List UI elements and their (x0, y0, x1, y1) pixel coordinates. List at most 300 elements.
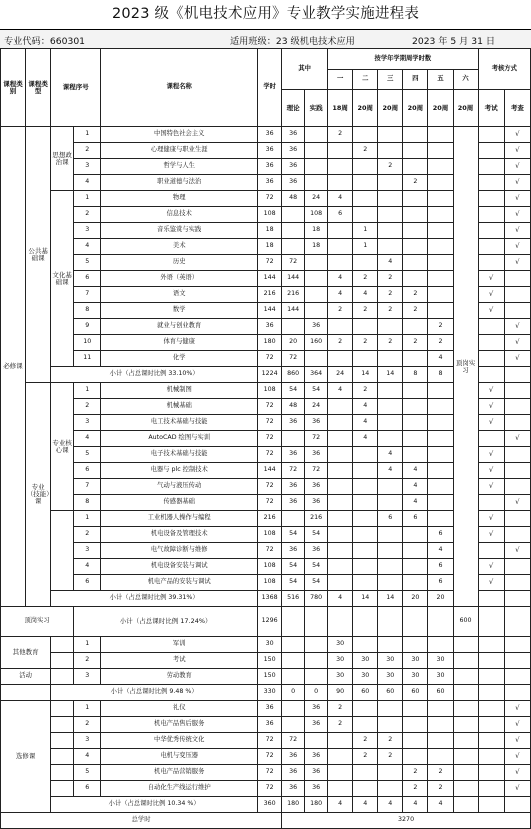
semester-2-hours: 2 (353, 303, 378, 319)
semester-4-hours (403, 255, 428, 271)
semester-5-hours (428, 175, 453, 191)
page-title: 2023 级《机电技术应用》专业教学实施进程表 (111, 6, 420, 22)
subtotal-label: 小计（占总课时比例 9.48 %） (51, 685, 258, 701)
table-cell (51, 733, 74, 749)
theory-hours (282, 223, 305, 239)
course-name: 自动化生产线运行维护 (101, 781, 258, 797)
semester-5-hours (428, 495, 453, 511)
semester-5-hours (428, 479, 453, 495)
semester-5-hours: 30 (428, 653, 453, 669)
course-hours: 36 (258, 175, 282, 191)
semester-5-hours (428, 431, 453, 447)
semester-2-hours (353, 351, 378, 367)
theory-hours (282, 431, 305, 447)
course-hours: 72 (258, 765, 282, 781)
check-mark: √ (504, 175, 530, 191)
col-seq: 课程序号 (51, 49, 101, 127)
theory-hours: 36 (282, 143, 305, 159)
course-hours: 18 (258, 223, 282, 239)
semester-3-hours (378, 191, 403, 207)
col-exam: 考试 (478, 90, 504, 127)
course-hours: 72 (258, 447, 282, 463)
exam-mark (478, 319, 504, 335)
course-number: 5 (74, 447, 101, 463)
practice-hours: 160 (305, 335, 328, 351)
course-row (1, 207, 531, 223)
semester-3-hours: 2 (378, 335, 403, 351)
theory-hours (282, 207, 305, 223)
course-name: 就业与创业教育 (101, 319, 258, 335)
check-mark (504, 511, 530, 527)
theory-hours: 144 (282, 271, 305, 287)
course-name: 劳动教育 (101, 669, 258, 685)
exam-mark: √ (478, 303, 504, 319)
semester-2-hours: 2 (353, 271, 378, 287)
course-name: 机械制图 (101, 383, 258, 399)
semester-4-hours (403, 351, 428, 367)
course-row (1, 335, 531, 351)
subtotal-label: 小计（占总课时比例 33.10%） (51, 367, 258, 383)
practice-hours: 36 (305, 749, 328, 765)
course-row (1, 351, 531, 367)
check-mark (504, 399, 530, 415)
practice-hours: 36 (305, 319, 328, 335)
subtotal-semester-1: 24 (328, 367, 353, 383)
subtotal-semester-5: 4 (428, 797, 453, 813)
weeks-3: 20周 (378, 90, 403, 127)
semester-2-hours (353, 543, 378, 559)
semester-3-hours: 30 (378, 653, 403, 669)
semester-2-hours: 1 (353, 223, 378, 239)
semester-1-hours (328, 175, 353, 191)
exam-mark (478, 239, 504, 255)
course-name: 电器与 plc 控制技术 (101, 463, 258, 479)
exam-mark (478, 143, 504, 159)
theory-hours (282, 717, 305, 733)
semester-3-hours: 2 (378, 271, 403, 287)
semester-5-hours: 4 (428, 351, 453, 367)
check-mark: √ (504, 335, 530, 351)
semester-5-hours (428, 303, 453, 319)
weeks-1: 18周 (328, 90, 353, 127)
theory-hours: 36 (282, 159, 305, 175)
semester-4-hours: 4 (403, 495, 428, 511)
course-name: 机电设备安装与调试 (101, 559, 258, 575)
subtotal-practice: 0 (305, 685, 328, 701)
course-number: 8 (74, 495, 101, 511)
exam-mark: √ (478, 463, 504, 479)
exam-mark (478, 733, 504, 749)
course-number: 5 (74, 255, 101, 271)
table-cell (305, 607, 328, 637)
semester-3-hours: 2 (378, 287, 403, 303)
exam-mark: √ (478, 527, 504, 543)
course-number: 4 (74, 749, 101, 765)
semester-6-hours (453, 669, 478, 685)
subtotal-hours: 330 (258, 685, 282, 701)
subtotal-semester-3: 14 (378, 591, 403, 607)
course-row (1, 463, 531, 479)
theory-hours: 36 (282, 447, 305, 463)
course-name: 传感器基础 (101, 495, 258, 511)
course-number: 2 (74, 717, 101, 733)
semester-2-hours: 1 (353, 239, 378, 255)
check-mark: √ (504, 351, 530, 367)
exam-mark (478, 717, 504, 733)
semester-1-hours (328, 319, 353, 335)
course-name: 信息技术 (101, 207, 258, 223)
course-hours: 36 (258, 159, 282, 175)
semester-4-hours (403, 319, 428, 335)
course-hours: 108 (258, 559, 282, 575)
check-mark: √ (504, 127, 530, 143)
semester-3-hours: 4 (378, 463, 403, 479)
semester-2-hours (353, 717, 378, 733)
semester-5-hours (428, 255, 453, 271)
course-number: 3 (74, 733, 101, 749)
course-row (1, 303, 531, 319)
subtotal-theory: 516 (282, 591, 305, 607)
course-number: 4 (74, 239, 101, 255)
subtotal-semester-2: 14 (353, 591, 378, 607)
semester-5-hours: 6 (428, 575, 453, 591)
semester-1-hours: 4 (328, 383, 353, 399)
semester-5-hours: 6 (428, 527, 453, 543)
check-mark: √ (504, 701, 530, 717)
semester-1-hours (328, 559, 353, 575)
semester-1-hours: 4 (328, 271, 353, 287)
course-hours: 72 (258, 399, 282, 415)
practice-hours: 108 (305, 207, 328, 223)
semester-2-hours (353, 191, 378, 207)
year-4: 四 (403, 70, 428, 90)
semester-1-hours (328, 479, 353, 495)
theory-hours: 216 (282, 287, 305, 303)
subtotal-exam (478, 797, 504, 813)
course-row (1, 255, 531, 271)
subtotal-semester-4: 60 (403, 685, 428, 701)
practice-hours: 36 (305, 781, 328, 797)
semester-2-hours: 2 (353, 143, 378, 159)
course-name: 职业道德与法治 (101, 175, 258, 191)
course-row (1, 559, 531, 575)
course-name: 机电设备及管理技术 (101, 527, 258, 543)
course-number: 5 (74, 765, 101, 781)
practice-hours: 54 (305, 575, 328, 591)
exam-mark (478, 127, 504, 143)
course-number: 2 (74, 207, 101, 223)
semester-4-hours (403, 575, 428, 591)
check-mark: √ (504, 733, 530, 749)
type-elective: 选修课 (1, 701, 51, 813)
semester-3-hours (378, 175, 403, 191)
course-row (1, 319, 531, 335)
semester-3-hours (378, 717, 403, 733)
semester-4-hours (403, 637, 428, 653)
check-mark: √ (504, 749, 530, 765)
semester-5-hours (428, 399, 453, 415)
semester-1-hours: 2 (328, 127, 353, 143)
course-number: 10 (74, 335, 101, 351)
theory-hours: 72 (282, 351, 305, 367)
course-name: 气动与液压传动 (101, 479, 258, 495)
exam-mark: √ (478, 575, 504, 591)
course-hours: 36 (258, 127, 282, 143)
semester-2-hours (353, 463, 378, 479)
semester-2-hours (353, 701, 378, 717)
course-name: 美术 (101, 239, 258, 255)
course-hours: 36 (258, 319, 282, 335)
practice-hours (305, 143, 328, 159)
theory-hours: 36 (282, 543, 305, 559)
course-name: 中华优秀传统文化 (101, 733, 258, 749)
type-activities: 活动 (1, 669, 51, 685)
subtotal-check (504, 797, 530, 813)
theory-hours: 144 (282, 303, 305, 319)
exam-mark (478, 653, 504, 669)
course-row (1, 143, 531, 159)
practice-hours: 18 (305, 239, 328, 255)
course-hours: 36 (258, 701, 282, 717)
semester-2-hours (353, 559, 378, 575)
course-hours: 72 (258, 733, 282, 749)
practice-hours: 36 (305, 543, 328, 559)
course-number: 3 (74, 669, 101, 685)
semester-2-hours (353, 159, 378, 175)
semester-2-hours: 2 (353, 335, 378, 351)
course-hours: 72 (258, 255, 282, 271)
semester-3-hours (378, 383, 403, 399)
course-hours: 108 (258, 575, 282, 591)
semester-4-hours (403, 239, 428, 255)
subtotal-check (504, 591, 530, 607)
course-row (1, 733, 531, 749)
exam-mark (478, 159, 504, 175)
semester-3-hours (378, 143, 403, 159)
year-3: 三 (378, 70, 403, 90)
practice-hours: 54 (305, 559, 328, 575)
category-required: 必修课 (1, 127, 26, 607)
semester-6-hours (453, 653, 478, 669)
semester-4-hours (403, 207, 428, 223)
semester-3-hours (378, 637, 403, 653)
semester-1-hours (328, 463, 353, 479)
course-number: 9 (74, 319, 101, 335)
course-hours: 72 (258, 479, 282, 495)
semester-3-hours (378, 319, 403, 335)
year-2: 二 (353, 70, 378, 90)
exam-mark: √ (478, 511, 504, 527)
course-name: 电子技术基础与技能 (101, 447, 258, 463)
course-row (1, 575, 531, 591)
semester-5-hours: 2 (428, 781, 453, 797)
semester-1-hours: 30 (328, 653, 353, 669)
course-number: 1 (74, 637, 101, 653)
semester-1-hours: 2 (328, 335, 353, 351)
semester-1-hours (328, 143, 353, 159)
exam-mark (478, 351, 504, 367)
check-mark (504, 575, 530, 591)
total-label: 总学时 (1, 813, 282, 829)
theory-hours (282, 669, 305, 685)
course-row (1, 431, 531, 447)
semester-1-hours: 30 (328, 637, 353, 653)
course-hours: 72 (258, 191, 282, 207)
table-cell (51, 765, 74, 781)
check-mark: √ (504, 191, 530, 207)
semester-6-hours (453, 717, 478, 733)
subtotal-semester-1: 90 (328, 685, 353, 701)
semester-2-hours (353, 527, 378, 543)
semester-6-hours (453, 701, 478, 717)
semester-2-hours (353, 479, 378, 495)
theory-hours: 54 (282, 559, 305, 575)
check-mark: √ (504, 781, 530, 797)
course-name: 物理 (101, 191, 258, 207)
subtotal-semester-3: 14 (378, 367, 403, 383)
col-among: 其中 (282, 49, 328, 90)
weeks-6: 20周 (453, 90, 478, 127)
semester-4-hours: 30 (403, 653, 428, 669)
semester-2-hours (353, 495, 378, 511)
course-row (1, 637, 531, 653)
course-row (1, 511, 531, 527)
semester-2-hours: 2 (353, 749, 378, 765)
semester-4-hours (403, 415, 428, 431)
check-mark (504, 653, 530, 669)
theory-hours (282, 319, 305, 335)
course-hours: 72 (258, 495, 282, 511)
semester-1-hours: 30 (328, 669, 353, 685)
subtotal-exam (478, 685, 504, 701)
exam-mark: √ (478, 383, 504, 399)
type-public-basic: 公共基础课 (26, 127, 51, 383)
course-hours: 108 (258, 207, 282, 223)
exam-mark (478, 543, 504, 559)
subtotal-check (504, 685, 530, 701)
exam-mark (478, 765, 504, 781)
course-hours: 144 (258, 463, 282, 479)
theory-hours (282, 701, 305, 717)
table-cell (403, 607, 428, 637)
course-name: 数学 (101, 303, 258, 319)
check-mark (504, 415, 530, 431)
table-cell (1, 685, 51, 701)
course-hours: 36 (258, 717, 282, 733)
course-hours: 72 (258, 431, 282, 447)
check-mark: √ (504, 207, 530, 223)
semester-3-hours (378, 399, 403, 415)
subtotal-semester-4: 4 (403, 797, 428, 813)
table-cell (478, 607, 504, 637)
subtotal-semester-2: 60 (353, 685, 378, 701)
course-hours: 72 (258, 351, 282, 367)
course-name: 电工技术基础与技能 (101, 415, 258, 431)
semester-3-hours (378, 127, 403, 143)
course-number: 7 (74, 479, 101, 495)
course-name: 外语（英语） (101, 271, 258, 287)
table-cell (282, 607, 305, 637)
course-number: 1 (74, 127, 101, 143)
theory-hours (282, 637, 305, 653)
semester-5-hours (428, 717, 453, 733)
subtotal-theory: 0 (282, 685, 305, 701)
semester-5-hours (428, 463, 453, 479)
semester-4-hours (403, 733, 428, 749)
course-name: 机电产品营销服务 (101, 765, 258, 781)
semester-2-hours (353, 127, 378, 143)
course-number: 3 (74, 223, 101, 239)
practice-hours: 36 (305, 701, 328, 717)
check-mark (504, 303, 530, 319)
course-row (1, 399, 531, 415)
subtotal-hours: 1368 (258, 591, 282, 607)
course-hours: 72 (258, 749, 282, 765)
check-mark (504, 527, 530, 543)
semester-1-hours (328, 255, 353, 271)
semester-6-hours (453, 749, 478, 765)
subtotal-hours: 360 (258, 797, 282, 813)
type-professional: 专业（技能）课 (26, 383, 51, 607)
check-mark (504, 271, 530, 287)
course-row (1, 447, 531, 463)
semester-3-hours (378, 223, 403, 239)
course-number: 6 (74, 781, 101, 797)
course-name: 心理健康与职业生涯 (101, 143, 258, 159)
theory-hours: 72 (282, 463, 305, 479)
table-cell (51, 669, 74, 685)
course-number: 4 (74, 559, 101, 575)
theory-hours: 72 (282, 733, 305, 749)
year-1: 一 (328, 70, 353, 90)
semester-3-hours (378, 527, 403, 543)
year-6: 六 (453, 70, 478, 90)
internship-row (1, 607, 531, 637)
course-name: 中国特色社会主义 (101, 127, 258, 143)
course-number: 6 (74, 271, 101, 287)
col-practice: 实践 (305, 90, 328, 127)
table-cell (51, 637, 74, 653)
semester-4-hours (403, 543, 428, 559)
col-semester-dist: 按学年学期周学时数 (328, 49, 478, 70)
semester-3-hours (378, 415, 403, 431)
subtotal-other-row (1, 685, 531, 701)
course-number: 2 (74, 143, 101, 159)
internship-label: 顶岗实习 (1, 607, 74, 637)
subtotal-exam (478, 367, 504, 383)
practice-hours: 54 (305, 527, 328, 543)
semester-2-hours (353, 575, 378, 591)
subtotal-semester-6 (453, 685, 478, 701)
semester-3-hours (378, 559, 403, 575)
semester-1-hours: 2 (328, 303, 353, 319)
semester-2-hours (353, 781, 378, 797)
subtotal-theory: 860 (282, 367, 305, 383)
check-mark: √ (504, 255, 530, 271)
subtotal-public-row (1, 367, 531, 383)
semester-6-hours (453, 733, 478, 749)
col-type: 课程类型 (26, 49, 51, 127)
subtotal-label: 小计（占总课时比例 39.31%） (51, 591, 258, 607)
semester-2-hours (353, 765, 378, 781)
table-cell (328, 607, 353, 637)
semester-1-hours (328, 447, 353, 463)
course-number: 4 (74, 175, 101, 191)
semester-1-hours (328, 575, 353, 591)
subtotal-semester-2: 14 (353, 367, 378, 383)
practice-hours (305, 351, 328, 367)
col-name: 课程名称 (101, 49, 258, 127)
